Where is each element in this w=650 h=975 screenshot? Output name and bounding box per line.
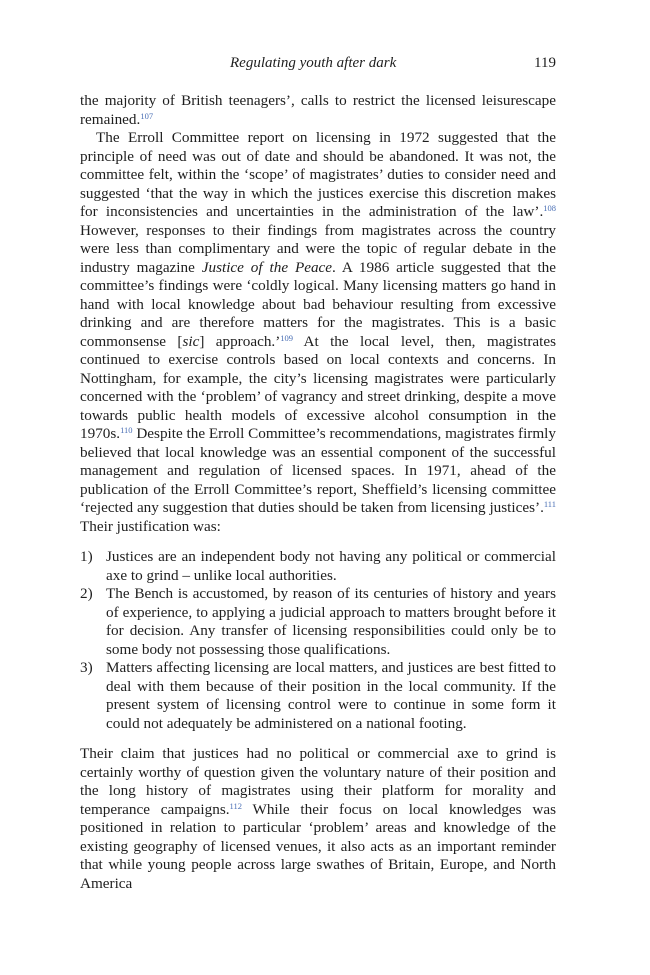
paragraph-text: . A 1986 article suggested that the committee’s findings were ‘coldly logical. Many licensing matters go hand in hand with local knowledge about bad behaviour resulting from excessive drinking and are therefore matters for the magistrates. This is a basic commonsense [ xyxy=(80,258,556,350)
italic-sic: sic xyxy=(182,332,200,350)
paragraph-2 xyxy=(80,129,556,536)
list-text: Justices are an independent body not having any political or commercial axe to grind – unlike local authorities. xyxy=(106,548,556,584)
footnote-ref-111[interactable]: 111 xyxy=(543,499,556,509)
list-text: Matters affecting licensing are local matters, and justices are best fitted to deal with them because of their position in the local community. If the present system of licensing control were to continue in some form it could not adequately be administered on a national footing. xyxy=(106,659,556,732)
footnote-ref-107[interactable]: 107 xyxy=(140,110,154,121)
italic-title: Justice of the Peace xyxy=(201,258,333,276)
list-item xyxy=(80,548,556,585)
footnote-ref-110[interactable]: 110 xyxy=(120,425,133,435)
paragraph-text: However, responses to their findings from magistrates across the country were less than complimentary and were the topic of regular debate in the industry magazine xyxy=(80,221,556,276)
list-number: 3) xyxy=(80,659,93,676)
paragraph-1 xyxy=(80,92,556,129)
list-number: 1) xyxy=(80,548,93,565)
footnote-ref-112[interactable]: 112 xyxy=(229,800,242,811)
paragraph-text: While their focus on local knowledges was positioned in relation to particular ‘problem’ areas and knowledge of the existing geography of licensed venues, it also acts as an important reminder that while young people across large swathes of Britain, Europe, and North America xyxy=(80,800,556,892)
paragraph-3 xyxy=(80,745,556,893)
list-number: 2) xyxy=(80,585,93,602)
paragraph-text: The Erroll Committee report on licensing in 1972 suggested that the principle of need was out of date and should be abandoned. It was not, the committee felt, within the ‘scope’ of magistrates’ duties to consider need and suggested ‘that the way in which the justices exercise this discretion makes for inconsistencies and uncertainties in the administration of the law’. xyxy=(80,129,556,220)
page-number: 119 xyxy=(534,55,556,71)
paragraph-text: Their claim that justices had no political or commercial axe to grind is certainly worthy of question given the voluntary nature of their position and the long history of magistrates using their platform for morality and temperance campaigns. xyxy=(80,745,556,818)
footnote-ref-109[interactable]: 109 xyxy=(280,332,294,343)
justification-list xyxy=(80,548,556,733)
paragraph-text: Their justification was: xyxy=(80,517,221,535)
paragraph-text: At the local level, then, magistrates continued to exercise controls based on local contexts and concerns. In Nottingham, for example, the city’s licensing magistrates were particularly concerned with the ‘problem’ of vagrancy and street drinking, despite a move towards public health models of excessive alcohol consumption in the 1970s. xyxy=(80,332,557,442)
running-title: Regulating youth after dark xyxy=(230,55,397,71)
page-body xyxy=(80,92,556,893)
footnote-ref-108[interactable]: 108 xyxy=(543,203,556,213)
list-text: The Bench is accustomed, by reason of its centuries of history and years of experience, to applying a judicial approach to matters brought before it for decision. Any transfer of licensing responsibilities could only be to some body not possessing those qualifications. xyxy=(106,585,556,658)
list-item xyxy=(80,659,556,733)
paragraph-text: the majority of British teenagers’, calls to restrict the licensed leisurescape remained. xyxy=(80,92,556,128)
list-item xyxy=(80,585,556,659)
page-header xyxy=(80,55,556,75)
paragraph-text: Despite the Erroll Committee’s recommendations, magistrates firmly believed that local knowledge was an essential component of the successful management and regulation of licensed spaces. In 1971, ahead of the publication of the Erroll Committee’s report, Sheffield’s licensing committee ‘rejected any suggestion that duties should be taken from licensing justices’. xyxy=(80,425,556,516)
paragraph-text: ] approach.’ xyxy=(199,332,281,350)
